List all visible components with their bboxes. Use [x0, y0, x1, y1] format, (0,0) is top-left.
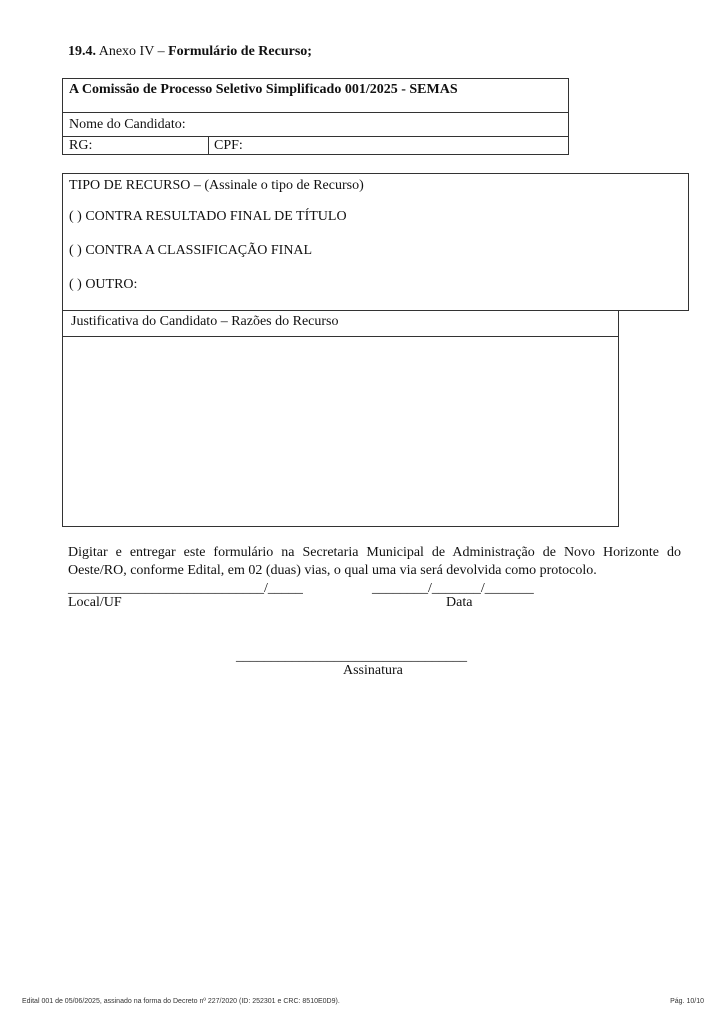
option-resultado-final[interactable]: ( ) CONTRA RESULTADO FINAL DE TÍTULO [69, 209, 347, 224]
option-outro[interactable]: ( ) OUTRO: [69, 277, 138, 292]
justificativa-title: Justificativa do Candidato – Razões do Recurso [71, 314, 339, 329]
signature-label: Assinatura [343, 663, 403, 678]
section-number: 19.4. [68, 44, 96, 59]
form-title: Formulário de Recurso; [168, 44, 312, 59]
date-line[interactable]: ________/_______/_______ [372, 581, 534, 596]
id-row [63, 137, 568, 155]
commission-row [63, 79, 568, 113]
justificativa-box[interactable] [62, 310, 619, 527]
rg-label: RG: [69, 138, 93, 153]
annex-label: Anexo IV – [96, 44, 169, 59]
local-uf-line[interactable]: ____________________________/_____ [68, 581, 303, 596]
page-number: Pág. 10/10 [670, 998, 704, 1005]
recurso-type-box [62, 173, 689, 311]
signature-line[interactable]: _________________________________ [236, 649, 467, 664]
date-label: Data [446, 595, 473, 610]
cpf-label: CPF: [214, 138, 243, 153]
option-classificacao-final[interactable]: ( ) CONTRA A CLASSIFICAÇÃO FINAL [69, 243, 313, 258]
justificativa-header [63, 311, 618, 337]
section-heading [68, 44, 312, 60]
instructions-paragraph: Digitar e entregar este formulário na Secretaria Municipal de Administração de Novo Horizonte do Oeste/RO, conforme Edital, em 02 (duas) vias, o qual uma via será devolvida como protocolo. [68, 545, 681, 578]
footer-edital-note: Edital 001 de 05/06/2025, assinado na forma do Decreto nº 227/2020 (ID: 252301 e CRC: 8510E0D9). [22, 998, 340, 1005]
recurso-type-title: TIPO DE RECURSO – (Assinale o tipo de Recurso) [69, 178, 364, 193]
commission-title: A Comissão de Processo Seletivo Simplificado 001/2025 - SEMAS [69, 82, 458, 97]
candidate-info-box [62, 78, 569, 155]
name-row[interactable] [63, 113, 568, 137]
candidate-name-label: Nome do Candidato: [69, 117, 186, 132]
local-uf-label: Local/UF [68, 595, 122, 610]
